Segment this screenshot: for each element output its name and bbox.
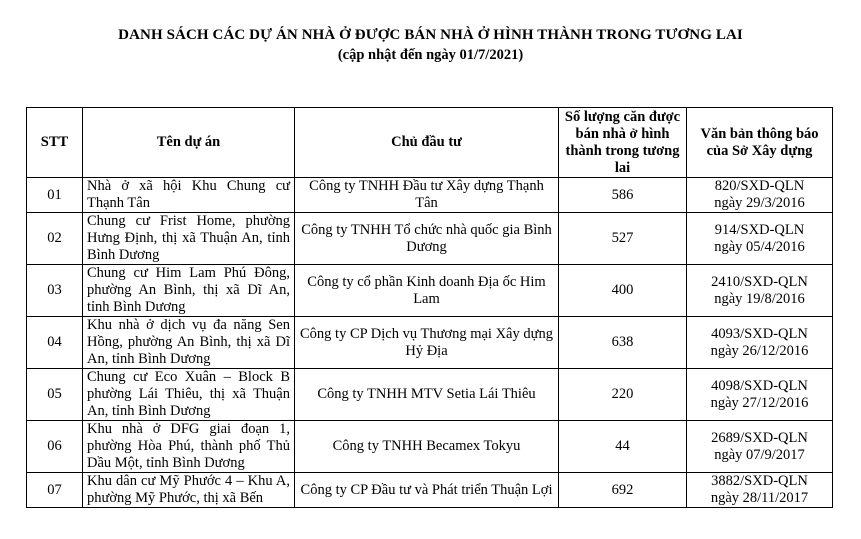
header-owner: Chủ đầu tư bbox=[295, 108, 559, 178]
cell-stt: 05 bbox=[27, 369, 83, 421]
document-date: ngày 27/12/2016 bbox=[710, 394, 809, 411]
cell-stt: 06 bbox=[27, 421, 83, 473]
projects-table bbox=[26, 107, 833, 508]
header-stt: STT bbox=[27, 108, 83, 178]
cell-stt: 07 bbox=[27, 473, 83, 508]
cell-owner: Công ty TNHH Đầu tư Xây dựng Thạnh Tân bbox=[295, 178, 559, 213]
cell-document bbox=[687, 265, 833, 317]
cell-project-name: Chung cư Eco Xuân – Block B phường Lái Thiêu, thị xã Thuận An, tỉnh Bình Dương bbox=[83, 369, 295, 421]
cell-document bbox=[687, 317, 833, 369]
cell-document bbox=[687, 213, 833, 265]
cell-quantity: 692 bbox=[559, 473, 687, 508]
cell-quantity: 44 bbox=[559, 421, 687, 473]
document-date: ngày 19/8/2016 bbox=[714, 290, 805, 307]
cell-project-name: Khu nhà ở dịch vụ đa năng Sen Hồng, phường An Bình, thị xã Dĩ An, tỉnh Bình Dương bbox=[83, 317, 295, 369]
document-date: ngày 07/9/2017 bbox=[714, 446, 805, 463]
cell-quantity: 586 bbox=[559, 178, 687, 213]
cell-owner: Công ty cổ phần Kinh doanh Địa ốc Him Lam bbox=[295, 265, 559, 317]
document-date: ngày 29/3/2016 bbox=[714, 195, 805, 211]
document-date: ngày 05/4/2016 bbox=[714, 238, 805, 255]
header-document: Văn bản thông báo của Sở Xây dựng bbox=[687, 108, 833, 178]
cell-document bbox=[687, 421, 833, 473]
table-row bbox=[27, 317, 833, 369]
cell-stt: 02 bbox=[27, 213, 83, 265]
cell-quantity: 527 bbox=[559, 213, 687, 265]
table-row bbox=[27, 265, 833, 317]
cell-owner: Công ty TNHH Becamex Tokyu bbox=[295, 421, 559, 473]
cell-project-name: Chung cư Him Lam Phú Đông, phường An Bình, thị xã Dĩ An, tỉnh Bình Dương bbox=[83, 265, 295, 317]
document-title: DANH SÁCH CÁC DỰ ÁN NHÀ Ở ĐƯỢC BÁN NHÀ Ở HÌNH THÀNH TRONG TƯƠNG LAI bbox=[118, 27, 743, 43]
project-name-text: Khu dân cư Mỹ Phước 4 – Khu A, phường Mỹ Phước, thị xã Bến bbox=[87, 473, 290, 506]
cell-owner: Công ty CP Dịch vụ Thương mại Xây dựng Hỷ Địa bbox=[295, 317, 559, 369]
cell-document bbox=[687, 473, 833, 508]
document-number: 4098/SXD-QLN bbox=[711, 377, 808, 394]
cell-stt: 03 bbox=[27, 265, 83, 317]
cell-stt: 04 bbox=[27, 317, 83, 369]
document-number: 4093/SXD-QLN bbox=[711, 325, 808, 342]
document-number: 2410/SXD-QLN bbox=[711, 273, 808, 290]
table-row bbox=[27, 421, 833, 473]
cell-project-name bbox=[83, 473, 295, 508]
document-number: 3882/SXD-QLN bbox=[711, 473, 808, 489]
cell-project-name: Khu nhà ở DFG giai đoạn 1, phường Hòa Phú, thành phố Thủ Dầu Một, tỉnh Bình Dương bbox=[83, 421, 295, 473]
cell-owner: Công ty CP Đầu tư và Phát triển Thuận Lợi bbox=[295, 473, 559, 508]
header-quantity: Số lượng căn được bán nhà ở hình thành trong tương lai bbox=[559, 108, 687, 178]
cell-owner: Công ty TNHH Tổ chức nhà quốc gia Bình Dương bbox=[295, 213, 559, 265]
document-date: ngày 26/12/2016 bbox=[710, 342, 809, 359]
cell-owner: Công ty TNHH MTV Setia Lái Thiêu bbox=[295, 369, 559, 421]
table-header-row bbox=[27, 108, 833, 178]
table-row bbox=[27, 178, 833, 213]
document-number: 914/SXD-QLN bbox=[714, 221, 805, 238]
table-row bbox=[27, 213, 833, 265]
cell-project-name: Nhà ở xã hội Khu Chung cư Thạnh Tân bbox=[83, 178, 295, 213]
document-number: 2689/SXD-QLN bbox=[711, 429, 808, 446]
cell-quantity: 400 bbox=[559, 265, 687, 317]
cell-project-name: Chung cư Frist Home, phường Hưng Định, thị xã Thuận An, tỉnh Bình Dương bbox=[83, 213, 295, 265]
cell-stt: 01 bbox=[27, 178, 83, 213]
document-subtitle: (cập nhật đến ngày 01/7/2021) bbox=[337, 47, 524, 63]
document-number: 820/SXD-QLN bbox=[714, 178, 805, 194]
header-project-name: Tên dự án bbox=[83, 108, 295, 178]
cell-document bbox=[687, 178, 833, 213]
document-date: ngày 28/11/2017 bbox=[710, 490, 809, 506]
table-row bbox=[27, 369, 833, 421]
table-row bbox=[27, 473, 833, 508]
cell-document bbox=[687, 369, 833, 421]
cell-quantity: 220 bbox=[559, 369, 687, 421]
cell-quantity: 638 bbox=[559, 317, 687, 369]
